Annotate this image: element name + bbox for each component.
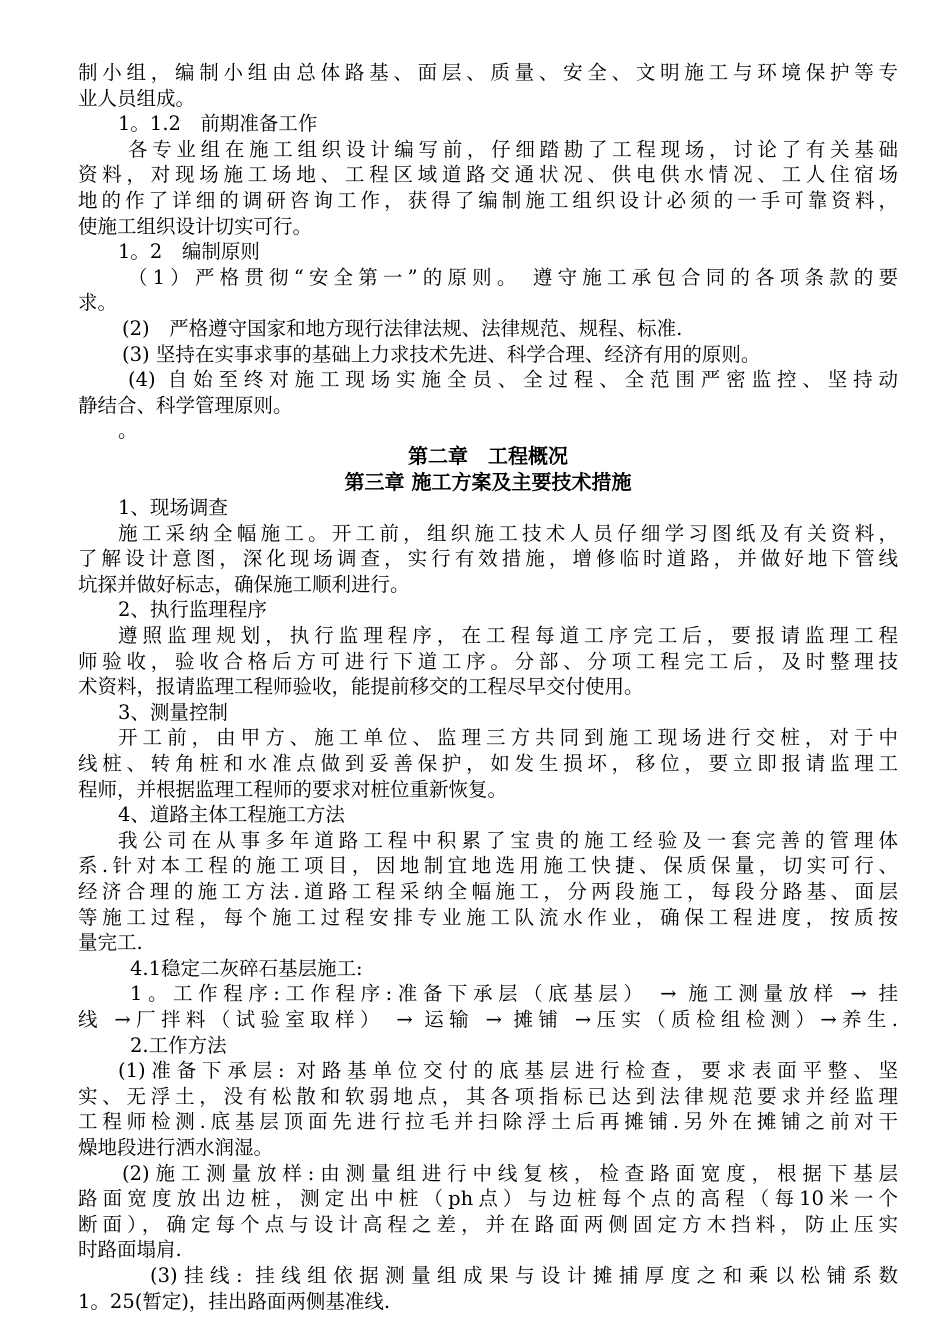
text-line: 断面），确定每个点与设计高程之差，并在路面两侧固定方木挡料，防止压实	[78, 1212, 898, 1236]
text-line: 地的作了详细的调研咨询工作，获得了编制施工组织设计必须的一手可靠资料，	[78, 188, 898, 212]
section-heading: 1、现场调查	[118, 496, 228, 520]
section-heading: 2.工作方法	[130, 1033, 227, 1057]
text-line: 业人员组成。	[78, 86, 196, 110]
text-line: 开工前，由甲方、施工单位、监理三方共同到施工现场进行交桩，对于中	[118, 726, 898, 750]
text-line: 坑探并做好标志，确保施工顺利进行。	[78, 572, 410, 596]
text-line: (4) 自始至终对施工现场实施全员、全过程、全范围严密监控、坚持动	[128, 368, 898, 392]
section-heading: 2、执行监理程序	[118, 598, 267, 622]
chapter-title: 第三章 施工方案及主要技术措施	[344, 469, 632, 494]
text-line: 实、无浮土，没有松散和软弱地点，其各项指标已达到法律规范要求并经监理	[78, 1084, 898, 1108]
text-line: 静结合、科学管理原则。	[78, 393, 293, 417]
text-line: 线桩、转角桩和水准点做到妥善保护，如发生损坏，移位，要立即报请监理工	[78, 752, 898, 776]
section-heading: 4.1稳定二灰碎石基层施工:	[130, 956, 363, 980]
text-line: (2) 严格遵守国家和地方现行法律法规、法律规范、规程、标准.	[122, 316, 683, 340]
text-line: 制小组，编制小组由总体路基、面层、质量、安全、文明施工与环境保护等专	[78, 61, 898, 84]
chapter-title: 第二章 工程概况	[408, 443, 568, 468]
text-line: 了解设计意图，深化现场调查，实行有效措施，增修临时道路，并做好地下管线	[78, 547, 898, 571]
text-line: 求。	[78, 291, 118, 315]
text-line: 线 →厂拌料（试验室取样） → 运输 → 摊铺 →压实（质检组检测）→养生.	[78, 1007, 898, 1031]
text-line: 量完工.	[78, 931, 143, 955]
text-line: 我公司在从事多年道路工程中积累了宝贵的施工经验及一套完善的管理体	[118, 828, 898, 852]
text-line: 等施工过程，每个施工过程安排专业施工队流水作业，确保工程进度，按质按	[78, 905, 898, 929]
section-heading: 1。1.2 前期准备工作	[118, 112, 318, 136]
text-line: 。	[118, 419, 138, 443]
text-line: 路面宽度放出边桩，测定出中桩（ph点）与边桩每个点的高程（每10米一个	[78, 1187, 898, 1211]
text-line: 遵照监理规划，执行监理程序，在工程每道工序完工后，要报请监理工程	[118, 624, 898, 648]
text-line: 时路面塌肩.	[78, 1238, 182, 1262]
section-heading: 4、道路主体工程施工方法	[118, 803, 345, 827]
document-page	[78, 60, 898, 1314]
text-line: (3) 坚持在实事求事的基础上力求技术先进、科学合理、经济有用的原则。	[122, 342, 761, 366]
text-line: 经济合理的施工方法.道路工程采纳全幅施工，分两段施工，每段分路基、面层	[78, 880, 898, 903]
text-line: 工程师检测.底基层顶面先进行拉毛并扫除浮土后再摊铺.另外在摊铺之前对干	[78, 1110, 898, 1134]
text-line: 程师，并根据监理工程师的要求对桩位重新恢复。	[78, 777, 508, 801]
text-line: 师验收，验收合格后方可进行下道工序。分部、分项工程完工后，及时整理技	[78, 649, 898, 673]
section-heading: 3、测量控制	[118, 700, 228, 724]
text-line: （1）严格贯彻“安全第一”的原则。 遵守施工承包合同的各项条款的要	[128, 265, 898, 289]
text-line: 系.针对本工程的施工项目，因地制宜地选用施工快捷、保质保量，切实可行、	[78, 854, 898, 878]
text-line: (1)准备下承层: 对路基单位交付的底基层进行检查，要求表面平整、坚	[118, 1059, 898, 1083]
text-line: 资料，对现场施工场地、工程区域道路交通状况、供电供水情况、工人住宿场	[78, 163, 898, 187]
text-line: (2)施工测量放样:由测量组进行中线复核，检查路面宽度，根据下基层	[122, 1161, 898, 1185]
text-line: 术资料，报请监理工程师验收，能提前移交的工程尽早交付使用。	[78, 675, 644, 699]
text-line: (3)挂线: 挂线组依据测量组成果与设计摊捕厚度之和乘以松铺系数	[150, 1263, 898, 1287]
text-line: 施工采纳全幅施工。开工前，组织施工技术人员仔细学习图纸及有关资料，	[118, 521, 898, 545]
section-heading: 1。2 编制原则	[118, 240, 260, 264]
text-line: 1。工作程序:工作程序:准备下承层（底基层） → 施工测量放样 → 挂	[130, 982, 898, 1006]
text-line: 各专业组在施工组织设计编写前，仔细踏勘了工程现场，讨论了有关基础	[128, 137, 898, 161]
text-line: 1。25(暂定)，挂出路面两侧基准线.	[78, 1289, 391, 1313]
text-line: 燥地段进行洒水润湿。	[78, 1135, 274, 1159]
text-line: 使施工组织设计切实可行。	[78, 214, 313, 238]
